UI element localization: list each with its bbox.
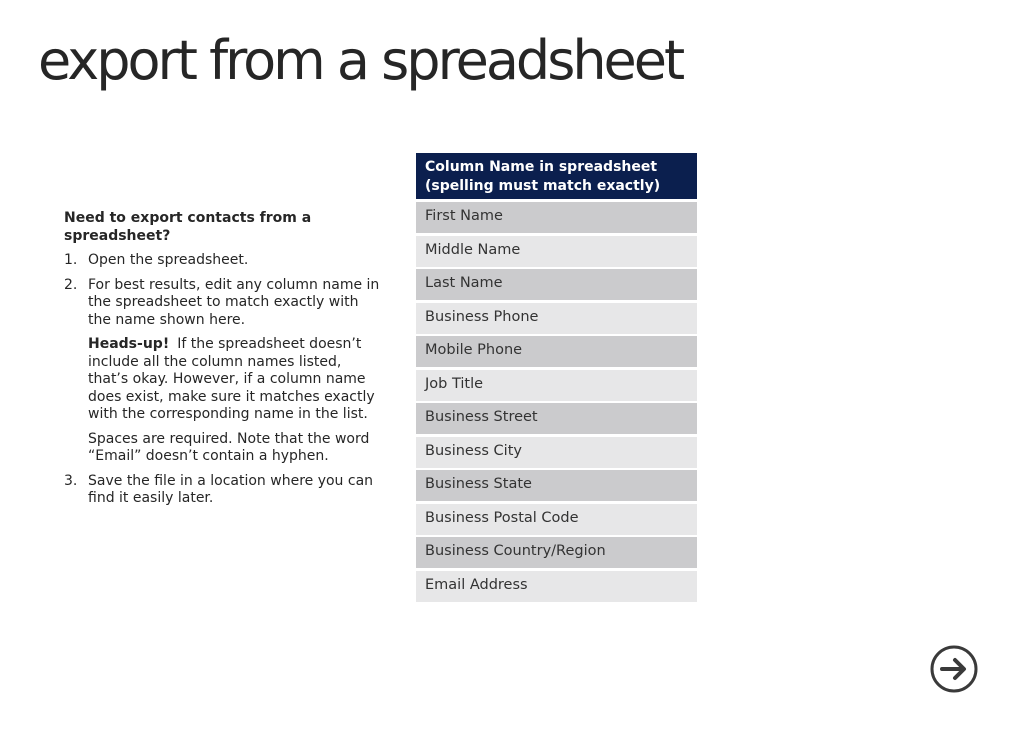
step-text: For best results, edit any column name in the spreadsheet to match exactly with the name shown here. — [88, 276, 380, 328]
page-title: export from a spreadsheet — [38, 29, 683, 92]
table-row: Email Address — [416, 571, 697, 602]
spaces-note: Spaces are required. Note that the word “Email” doesn’t contain a hyphen. — [88, 430, 370, 464]
step-2 — [64, 277, 384, 466]
instructions-heading: Need to export contacts from a spreadsheet? — [64, 210, 312, 244]
column-names-table — [416, 153, 697, 604]
table-row: Business State — [416, 470, 697, 501]
step-1 — [64, 252, 384, 270]
table-header — [416, 153, 697, 199]
table-row: Middle Name — [416, 236, 697, 267]
heads-up-text: If the spreadsheet doesn’t include all the column names listed, that’s okay. However, if a column name does exist, make sure it matches exactly with the corresponding name in the list. — [88, 336, 375, 422]
step-text: Open the spreadsheet. — [88, 252, 249, 268]
table-row: Job Title — [416, 370, 697, 401]
table-row: Last Name — [416, 269, 697, 300]
step-number: 3. — [64, 472, 78, 489]
arrow-right-circle-icon — [930, 645, 978, 693]
table-rows — [416, 202, 697, 602]
table-row: Business City — [416, 437, 697, 468]
table-row: Business Country/Region — [416, 537, 697, 568]
table-header-subtitle: (spelling must match exactly) — [425, 178, 661, 194]
next-button[interactable] — [930, 645, 978, 693]
table-header-title: Column Name in spreadsheet — [425, 159, 658, 175]
steps-list — [64, 252, 384, 508]
step-number: 2. — [64, 276, 78, 293]
table-row: Business Street — [416, 403, 697, 434]
heads-up-note — [88, 336, 384, 424]
heads-up-label: Heads-up! — [88, 336, 170, 352]
step-3 — [64, 473, 384, 508]
step-text: Save the file in a location where you can find it easily later. — [88, 472, 374, 506]
step-number: 1. — [64, 252, 78, 268]
table-row: First Name — [416, 202, 697, 233]
instructions-panel — [64, 210, 384, 515]
table-row: Business Postal Code — [416, 504, 697, 535]
table-row: Business Phone — [416, 303, 697, 334]
table-row: Mobile Phone — [416, 336, 697, 367]
